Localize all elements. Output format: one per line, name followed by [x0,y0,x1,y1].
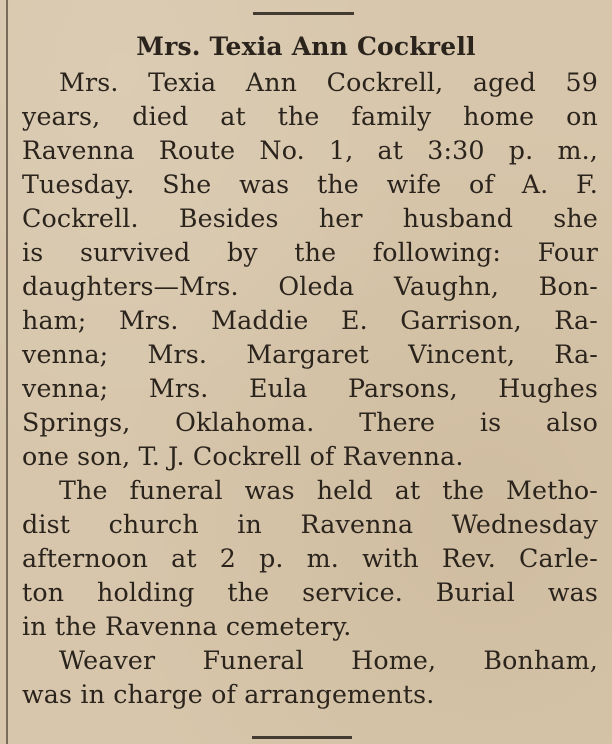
article-line: ton holding the service. Burial was [22,578,598,607]
article-line: Ravenna Route No. 1, at 3:30 p. m., [22,136,598,165]
bottom-rule [252,736,352,739]
article-line: is survived by the following: Four [22,238,598,267]
article-line: Weaver Funeral Home, Bonham, [59,646,598,675]
article-line: Mrs. Texia Ann Cockrell, aged 59 [59,68,598,97]
article-line: afternoon at 2 p. m. with Rev. Carle- [22,544,598,573]
article-line: daughters—Mrs. Oleda Vaughn, Bon- [22,272,598,301]
article-line: The funeral was held at the Metho- [59,476,598,505]
article-line: years, died at the family home on [22,102,598,131]
top-rule [253,12,354,15]
article-line: one son, T. J. Cockrell of Ravenna. [22,442,464,471]
article-line: dist church in Ravenna Wednesday [22,510,598,539]
article-line: Cockrell. Besides her husband she [22,204,598,233]
column-rule-left [6,0,8,744]
article-line: venna; Mrs. Margaret Vincent, Ra- [22,340,598,369]
article-body [22,66,598,712]
article-line: venna; Mrs. Eula Parsons, Hughes [22,374,598,403]
article-title: Mrs. Texia Ann Cockrell [136,32,476,61]
article-line: was in charge of arrangements. [22,680,435,709]
article-line: Springs, Oklahoma. There is also [22,408,598,437]
article-line: in the Ravenna cemetery. [22,612,352,641]
article-line: ham; Mrs. Maddie E. Garrison, Ra- [22,306,598,335]
article-line: Tuesday. She was the wife of A. F. [22,170,598,199]
